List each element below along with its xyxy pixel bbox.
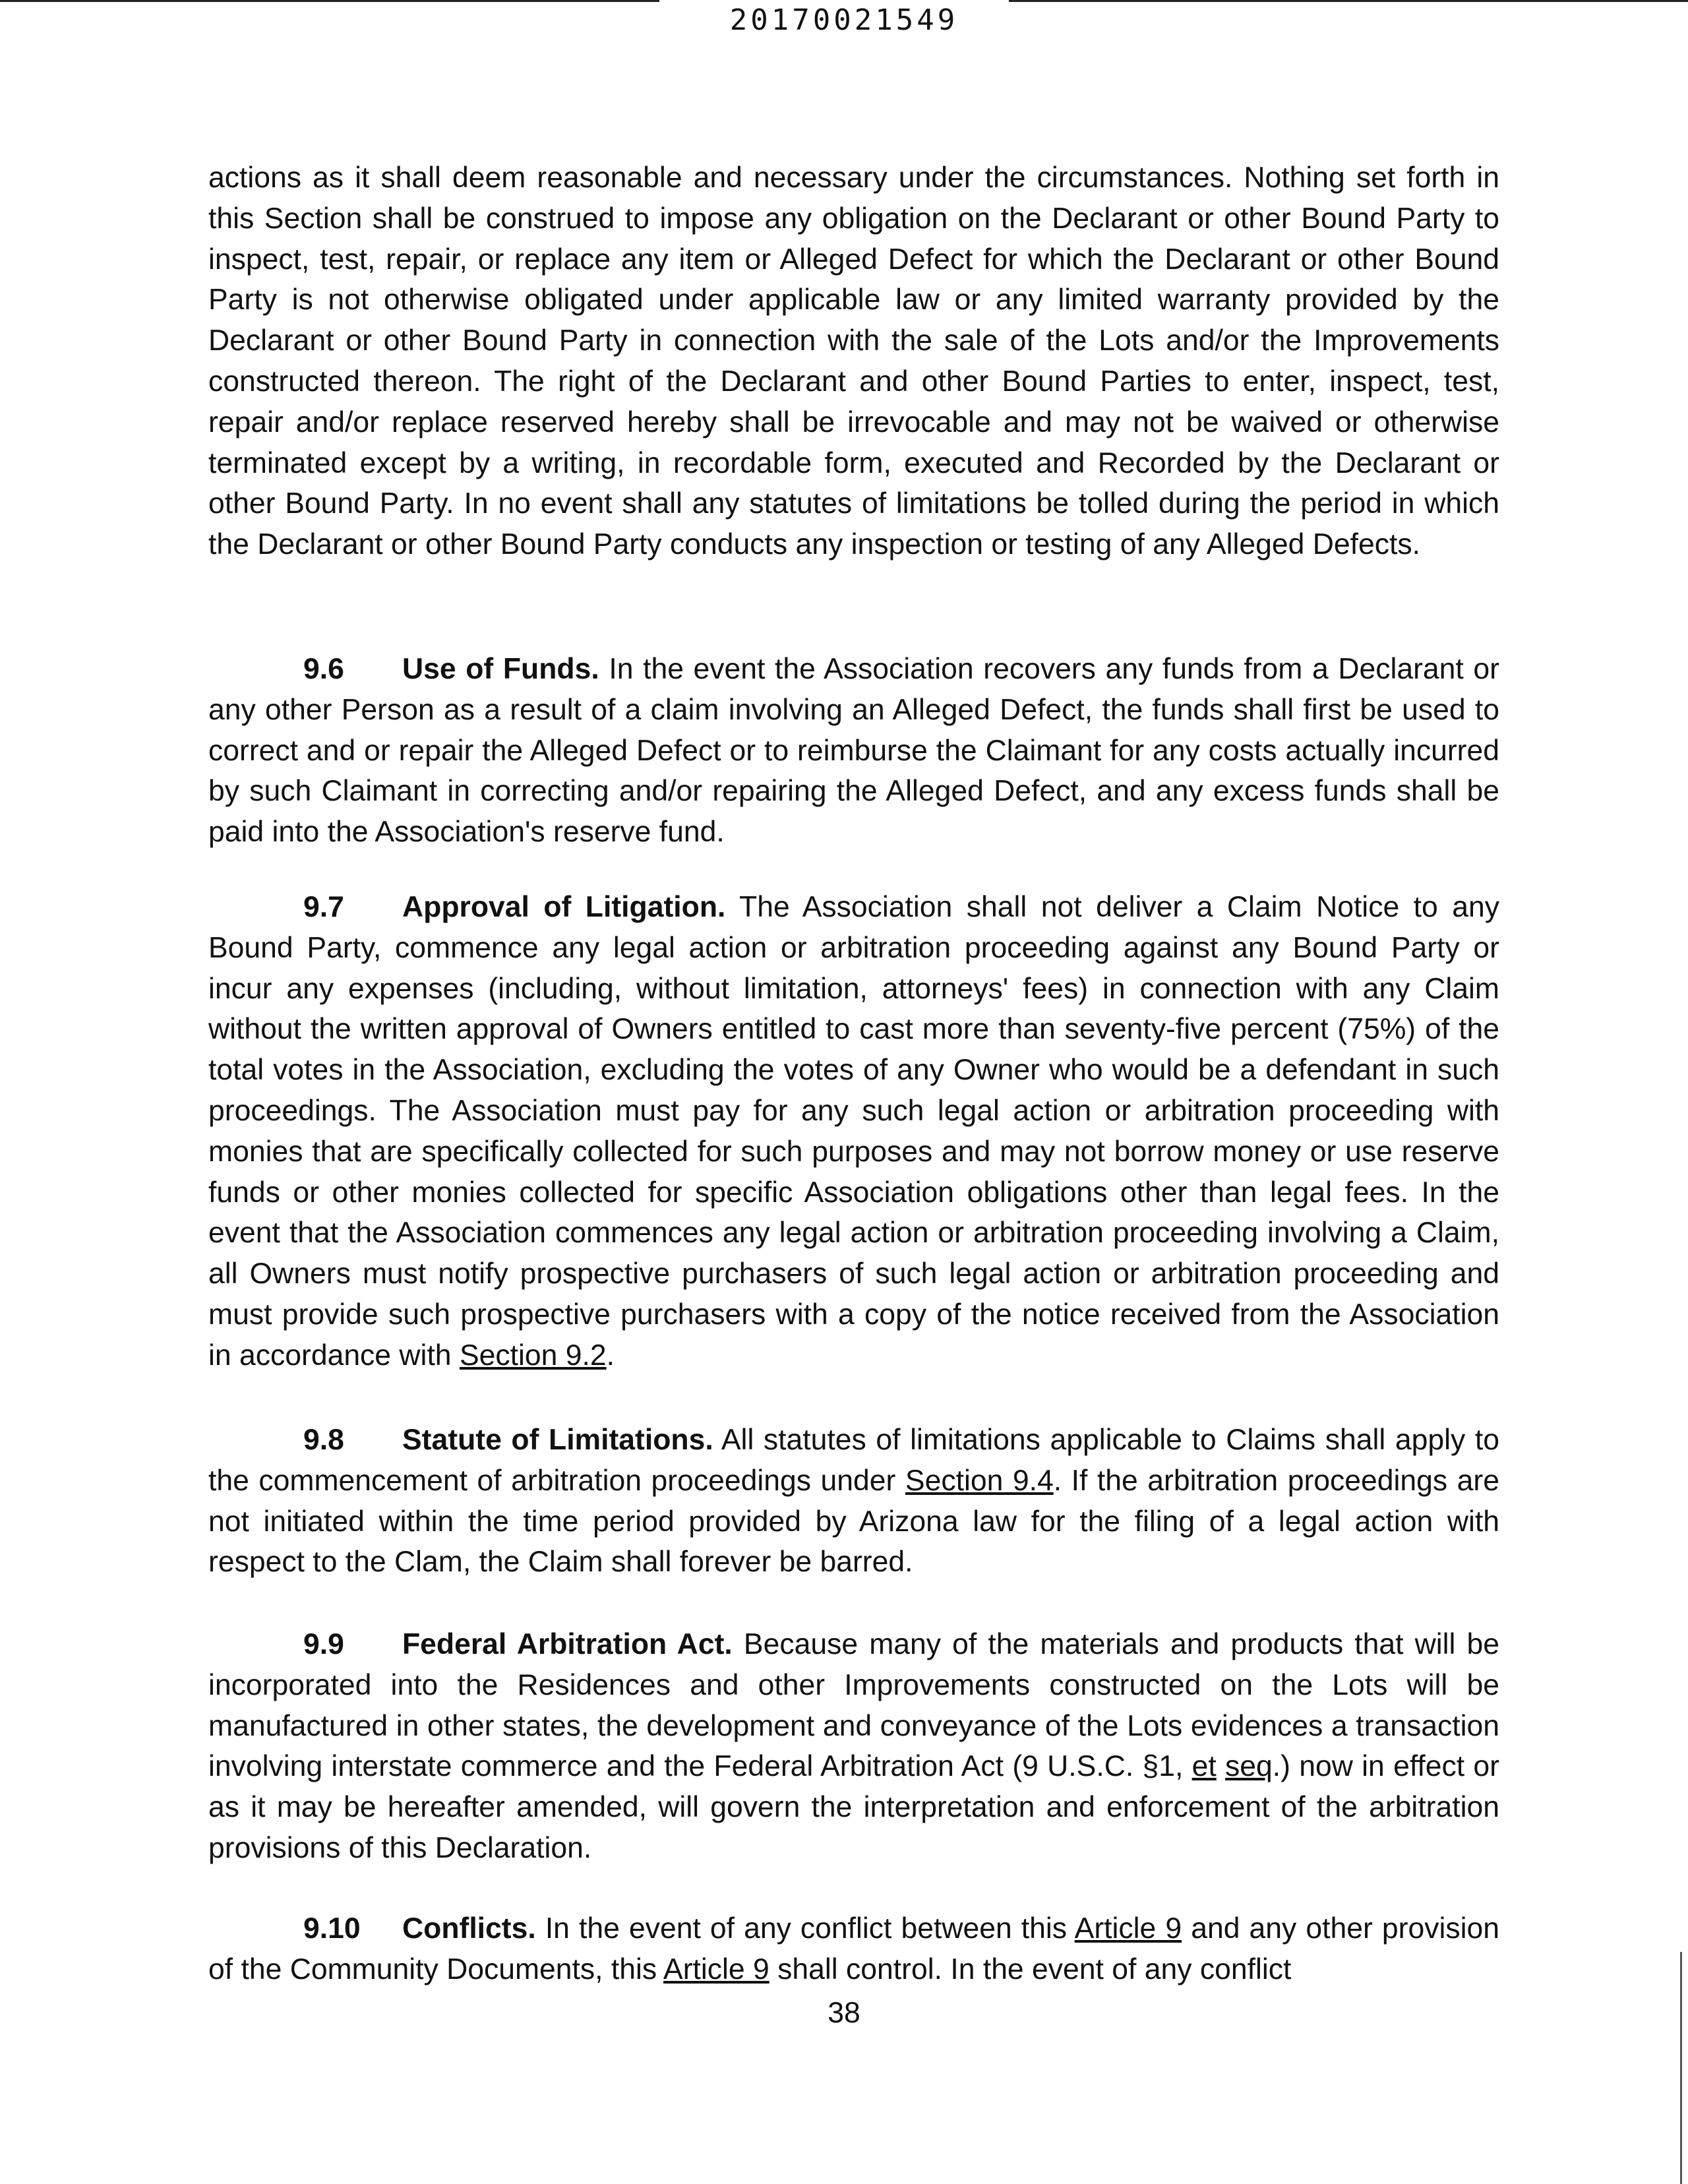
section-heading: Conflicts. [402, 1912, 536, 1945]
section-text: All statutes of limitations applicable to Claims shall apply to the commencement of arbitration proceedings under [208, 1424, 1499, 1497]
section-9-6 [208, 649, 1499, 853]
section-heading: Statute of Limitations. [402, 1424, 713, 1456]
section-text: In the event the Association recovers any funds from a Declarant or any other Person as a result of a claim involving an Alleged Defect, the funds shall first be used to correct and or repair the Alleged Defect or to reimburse the Claimant for any costs actually incurred by such Claimant in correcting and/or repairing the Alleged Defect, and any excess funds shall be paid into the Association's reserve fund. [208, 653, 1499, 849]
section-text-end: . If the arbitration proceedings are not initiated within the time period provided by Arizona law for the filing of a legal action with respect to the Clam, the Claim shall forever be barred. [208, 1464, 1500, 1579]
section-text-end: .) now in effect or as it may be hereafter amended, will govern the interpretation and enforcement of the arbitration provisions of this Declaration. [208, 1750, 1499, 1864]
section-number: 9.10 [303, 1912, 361, 1945]
section-heading: Approval of Litigation. [402, 891, 726, 923]
section-number: 9.8 [303, 1424, 344, 1456]
section-text: In the event of any conflict between this [545, 1912, 1068, 1945]
section-heading: Use of Funds. [402, 653, 599, 685]
section-9-8 [208, 1420, 1499, 1583]
section-reference: Section 9.2 [459, 1339, 607, 1372]
section-number: 9.7 [303, 891, 344, 923]
section-heading: Federal Arbitration Act. [402, 1628, 733, 1660]
section-text: shall control. In the event of any conflict [777, 1953, 1292, 1986]
continuation-paragraph [208, 158, 1499, 565]
continuation-text: actions as it shall deem reasonable and necessary under the circumstances. Nothing set forth in this Section shall be construed to impose any obligation on the Declarant or other Bound Party to inspect, test, repair, or replace any item or Alleged Defect for which the Declarant or other Bound Party is not otherwise obligated under applicable law or any limited warranty provided by the Declarant or other Bound Party in connection with the sale of the Lots and/or the Improvements constructed thereon. The right of the Declarant and other Bound Parties to enter, inspect, test, repair and/or replace reserved hereby shall be irrevocable and may not be waived or otherwise terminated except by a writing, in recordable form, executed and Recorded by the Declarant or other Bound Party. In no event shall any statutes of limitations be tolled during the period in which the Declarant or other Bound Party conducts any inspection or testing of any Alleged Defects. [208, 162, 1499, 561]
section-reference: Section 9.4 [905, 1464, 1054, 1497]
scan-edge-line [1680, 1952, 1682, 2184]
recording-number: 20170021549 [729, 3, 959, 37]
article-reference: Article 9 [1074, 1912, 1182, 1945]
section-text: Because many of the materials and products that will be incorporated into the Residences and other Improvements constructed on the Lots will be manufactured in other states, the development and conveyance of the Lots evidences a transaction involving interstate commerce and the Federal Arbitration Act (9 U.S.C. §1, [208, 1628, 1500, 1783]
section-9-10 [208, 1908, 1499, 1990]
section-number: 9.9 [303, 1628, 344, 1660]
citation-seq: seq [1225, 1750, 1273, 1783]
section-9-9 [208, 1624, 1499, 1869]
section-text-end: . [606, 1339, 615, 1372]
page-number: 38 [828, 1997, 860, 2029]
article-reference: Article 9 [663, 1953, 769, 1986]
citation-et: et [1191, 1750, 1217, 1783]
section-text: The Association shall not deliver a Claim Notice to any Bound Party, commence any legal action or arbitration proceeding against any Bound Party or incur any expenses (including, without limitation, attorneys' fees) in connection with any Claim without the written approval of Owners entitled to cast more than seventy-five percent (75%) of the total votes in the Association, excluding the votes of any Owner who would be a defendant in such proceedings. The Association must pay for any such legal action or arbitration proceeding with monies that are specifically collected for such purposes and may not borrow money or use reserve funds or other monies collected for specific Association obligations other than legal fees. In the event that the Association commences any legal action or arbitration proceeding involving a Claim, all Owners must notify prospective purchasers of such legal action or arbitration proceeding and must provide such prospective purchasers with a copy of the notice received from the Association in accordance with [208, 891, 1499, 1372]
section-9-7 [208, 887, 1499, 1376]
section-number: 9.6 [303, 653, 344, 685]
section-text: and any other provision of the Community Documents, this [208, 1912, 1499, 1986]
